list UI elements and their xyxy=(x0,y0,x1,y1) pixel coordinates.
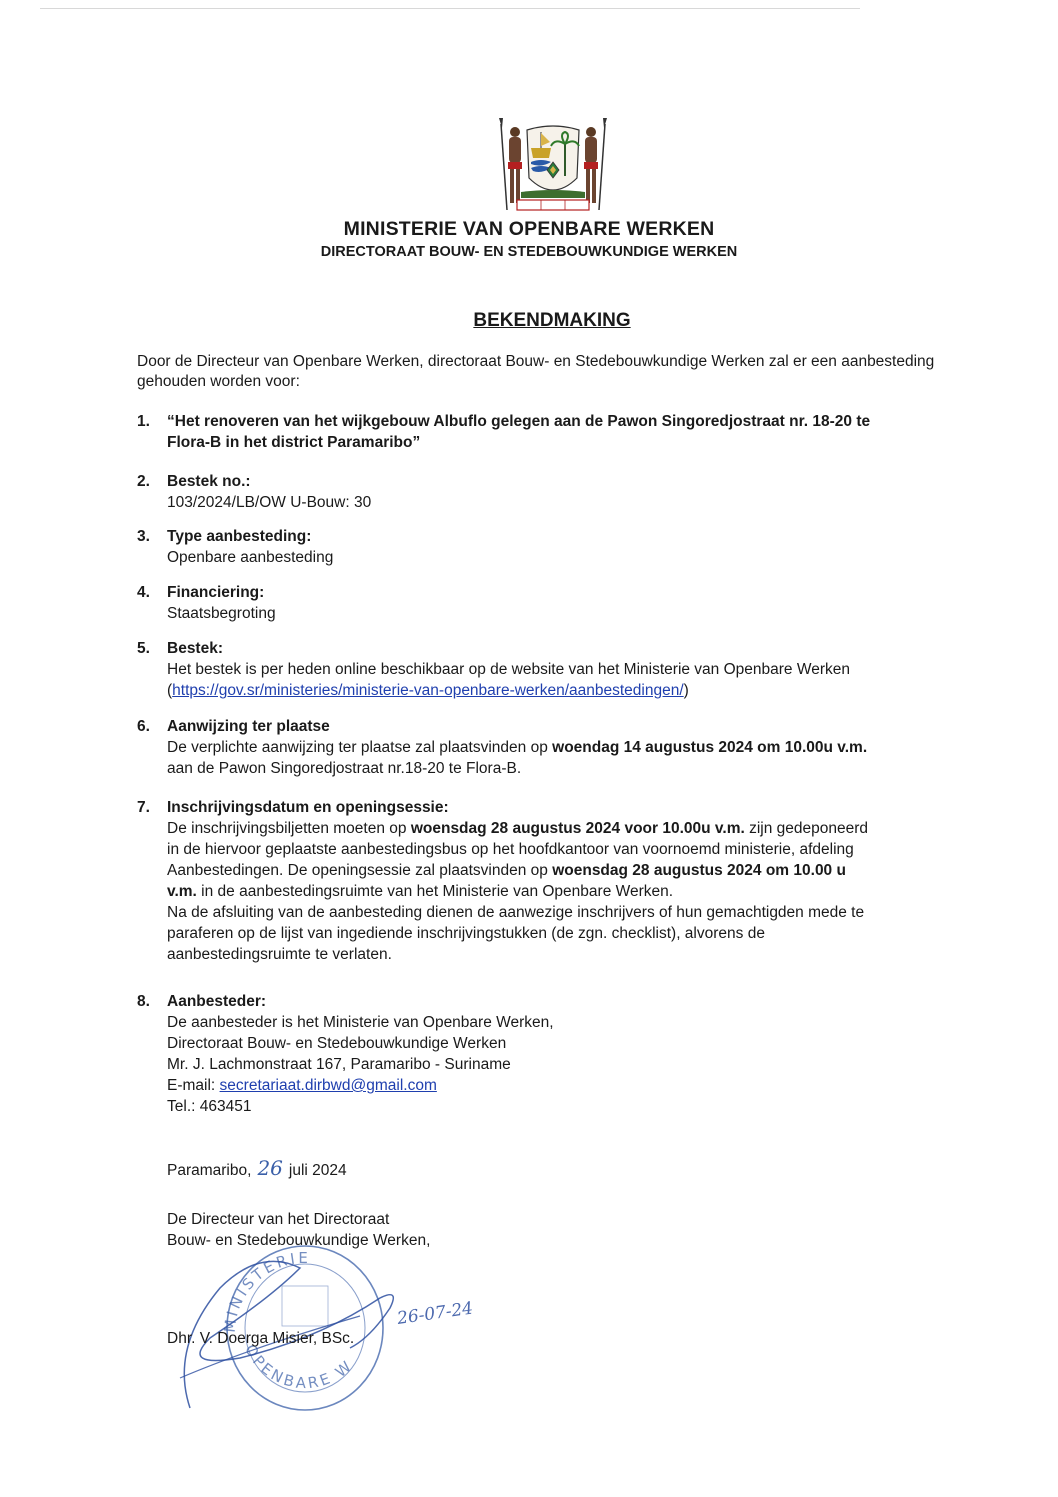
item-number: 8. xyxy=(137,993,150,1010)
item-text: zijn gedeponeerd xyxy=(744,820,869,837)
ministry-title: MINISTERIE VAN OPENBARE WERKEN xyxy=(343,218,715,240)
signatory-title: Bouw- en Stedebouwkundige Werken, xyxy=(167,1232,431,1249)
paren-close: ) xyxy=(683,682,689,699)
submission-deadline: woensdag 28 augustus 2024 voor 10.00u v.m. xyxy=(410,820,745,837)
stamp-text-top: MINISTERIE xyxy=(220,1248,311,1334)
item-heading: Aanbesteder: xyxy=(167,993,267,1010)
scan-artifact-line xyxy=(40,8,860,9)
project-title-line: Flora-B in het district Paramaribo” xyxy=(167,434,421,451)
item-text: in de aanbestedingsruimte van het Ministerie van Openbare Werken. xyxy=(196,883,674,900)
item-text: Staatsbegroting xyxy=(167,605,276,622)
address-line: De aanbesteder is het Ministerie van Openbare Werken, xyxy=(167,1014,554,1031)
item-number: 6. xyxy=(137,718,150,735)
website-link[interactable]: https://gov.sr/ministeries/ministerie-van-openbare-werken/aanbestedingen/ xyxy=(172,682,684,699)
item-text: 103/2024/LB/OW U-Bouw: 30 xyxy=(167,494,372,511)
document-heading: BEKENDMAKING xyxy=(473,310,631,331)
item-number: 5. xyxy=(137,640,150,657)
item-heading: Bestek no.: xyxy=(167,473,251,490)
official-stamp-icon xyxy=(150,1228,480,1428)
item-text: paraferen op de lijst van ingediende inschrijvingstukken (de zgn. checklist), alvorens de xyxy=(167,925,765,942)
address-line: Directoraat Bouw- en Stedebouwkundige Werken xyxy=(167,1035,507,1052)
item-number: 3. xyxy=(137,528,150,545)
stamp-text-bottom: OPENBARE W xyxy=(241,1341,357,1393)
item-number: 7. xyxy=(137,799,150,816)
handwritten-sign-date: 26-07-24 xyxy=(395,1298,475,1329)
item-text: in de hiervoor geplaatste aanbestedingsbus op het hoofdkantoor van voornoemd ministerie, afdeling xyxy=(167,841,854,858)
address-line: Mr. J. Lachmonstraat 167, Paramaribo - Suriname xyxy=(167,1056,511,1073)
project-title-line: “Het renoveren van het wijkgebouw Albuflo gelegen aan de Pawon Singoredjostraat nr. 18-20 te xyxy=(167,413,871,430)
opening-session-date: woensdag 28 augustus 2024 om 10.00 u xyxy=(552,862,846,879)
signing-month-year: juli 2024 xyxy=(288,1162,347,1179)
item-text: Openbare aanbesteding xyxy=(167,549,334,566)
item-number: 1. xyxy=(137,413,150,430)
item-heading: Inschrijvingsdatum en openingsessie: xyxy=(167,799,449,816)
svg-text:OPENBARE W xyxy=(241,1341,357,1392)
item-heading: Bestek: xyxy=(167,640,223,657)
item-text: aan de Pawon Singoredjostraat nr.18-20 te Flora-B. xyxy=(167,760,522,777)
email-label: E-mail: xyxy=(167,1077,220,1094)
item-text: aanbestedingsruimte te verlaten. xyxy=(167,946,392,963)
directorate-subtitle: DIRECTORAAT BOUW- EN STEDEBOUWKUNDIGE WERKEN xyxy=(320,244,738,260)
item-heading: Aanwijzing ter plaatse xyxy=(167,718,330,735)
item-text: De inschrijvingsbiljetten moeten op xyxy=(167,820,411,837)
email-link[interactable]: secretariaat.dirbwd@gmail.com xyxy=(219,1077,437,1094)
phone-number: Tel.: 463451 xyxy=(167,1098,252,1115)
item-number: 4. xyxy=(137,584,150,601)
paren-open: ( xyxy=(167,682,173,699)
coat-of-arms-icon xyxy=(493,118,613,214)
item-text: Na de afsluiting van de aanbesteding dienen de aanwezige inschrijvers of hun gemachtigden mede te xyxy=(167,904,865,921)
handwritten-day: 26 xyxy=(257,1156,283,1180)
intro-paragraph: Door de Directeur van Openbare Werken, directoraat Bouw- en Stedebouwkundige Werken zal er een aanbesteding gehouden worden voor: xyxy=(137,353,935,390)
item-text: Aanbestedingen. De openingsessie zal plaatsvinden op xyxy=(167,862,553,879)
opening-session-time: v.m. xyxy=(167,883,197,900)
item-text: De verplichte aanwijzing ter plaatse zal plaatsvinden op xyxy=(167,739,553,756)
item-number: 2. xyxy=(137,473,150,490)
signer-name: Dhr. V. Doerga Misier, BSc. xyxy=(167,1330,355,1347)
site-visit-date: woendag 14 augustus 2024 om 10.00u v.m. xyxy=(552,739,868,756)
signing-place: Paramaribo, xyxy=(167,1162,252,1179)
signatory-title: De Directeur van het Directoraat xyxy=(167,1211,390,1228)
item-text: Het bestek is per heden online beschikbaar op de website van het Ministerie van Openbare Werken xyxy=(167,661,850,678)
item-heading: Type aanbesteding: xyxy=(167,528,312,545)
item-heading: Financiering: xyxy=(167,584,265,601)
signing-date xyxy=(167,1156,347,1180)
